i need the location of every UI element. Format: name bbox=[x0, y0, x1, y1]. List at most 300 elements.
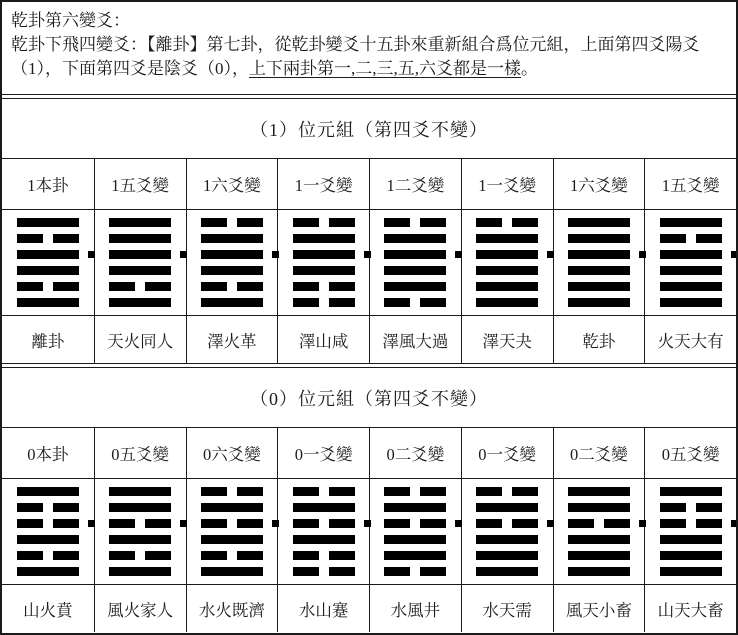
variation-label-row bbox=[2, 428, 736, 479]
line4-marker-dot bbox=[639, 251, 646, 258]
yang-line bbox=[476, 535, 538, 544]
yang-line bbox=[293, 503, 355, 512]
yang-line bbox=[384, 551, 446, 560]
line4-marker-dot bbox=[272, 520, 279, 527]
yang-line bbox=[109, 250, 171, 259]
yin-line bbox=[293, 519, 355, 528]
yang-bar bbox=[109, 298, 171, 307]
variation-label-cell bbox=[94, 159, 186, 209]
yin-line bbox=[109, 519, 171, 528]
yang-bar bbox=[568, 250, 630, 259]
yang-line bbox=[568, 282, 630, 291]
hexagram-cell bbox=[277, 479, 369, 584]
hexagram-name: 澤天夬 bbox=[482, 331, 532, 351]
yin-line bbox=[384, 218, 446, 227]
yang-bar bbox=[293, 250, 355, 259]
yang-bar bbox=[384, 266, 446, 275]
yang-bar bbox=[109, 567, 171, 576]
yin-bar bbox=[201, 519, 263, 528]
yin-bar bbox=[201, 282, 263, 291]
hexagram-figure bbox=[568, 218, 630, 307]
yang-line bbox=[293, 266, 355, 275]
yin-line bbox=[201, 282, 263, 291]
yang-bar bbox=[201, 503, 263, 512]
yang-line bbox=[568, 567, 630, 576]
yang-line bbox=[476, 266, 538, 275]
line4-marker-dot bbox=[180, 520, 187, 527]
yang-bar bbox=[201, 266, 263, 275]
yang-bar bbox=[293, 234, 355, 243]
yang-line bbox=[17, 567, 79, 576]
yang-line bbox=[384, 250, 446, 259]
variation-label-cell bbox=[644, 159, 736, 209]
line4-marker-dot bbox=[88, 520, 95, 527]
yin-line bbox=[109, 551, 171, 560]
yin-line bbox=[17, 519, 79, 528]
hexagram-row bbox=[2, 479, 736, 585]
line4-marker-dot bbox=[547, 251, 554, 258]
yang-bar bbox=[293, 535, 355, 544]
yang-line bbox=[109, 218, 171, 227]
yang-bar bbox=[660, 250, 722, 259]
yin-line bbox=[476, 487, 538, 496]
yang-bar bbox=[476, 551, 538, 560]
hexagram-name-cell bbox=[277, 585, 369, 632]
intro-body bbox=[11, 33, 727, 81]
hexagram-cell bbox=[94, 210, 186, 315]
yin-bar bbox=[293, 298, 355, 307]
yin-line bbox=[384, 487, 446, 496]
yin-bar bbox=[293, 282, 355, 291]
yang-line bbox=[660, 266, 722, 275]
yang-line bbox=[568, 234, 630, 243]
yang-line bbox=[476, 282, 538, 291]
yin-bar bbox=[17, 282, 79, 291]
hexagram-name: 山火賁 bbox=[23, 600, 73, 620]
yang-bar bbox=[660, 298, 722, 307]
yang-bar bbox=[384, 282, 446, 291]
yin-bar bbox=[568, 519, 630, 528]
hexagram-cell bbox=[94, 479, 186, 584]
bit-group-sections bbox=[2, 98, 736, 632]
yang-line bbox=[568, 266, 630, 275]
hexagram-name: 天火同人 bbox=[107, 331, 174, 351]
variation-label-cell bbox=[553, 428, 645, 478]
variation-label-row bbox=[2, 159, 736, 210]
intro-paragraph bbox=[2, 2, 736, 95]
yang-line bbox=[109, 503, 171, 512]
hexagram-cell bbox=[369, 479, 461, 584]
yang-bar bbox=[109, 218, 171, 227]
variation-label: 0一爻變 bbox=[478, 445, 536, 464]
line4-marker-dot bbox=[731, 251, 738, 258]
variation-label: 0五爻變 bbox=[111, 445, 169, 464]
line4-marker-dot bbox=[455, 251, 462, 258]
yang-line bbox=[568, 218, 630, 227]
yin-bar bbox=[660, 503, 722, 512]
hexagram-name-cell bbox=[2, 316, 94, 363]
yang-bar bbox=[660, 551, 722, 560]
hexagram-name-cell bbox=[186, 585, 278, 632]
yin-bar bbox=[17, 503, 79, 512]
yang-line bbox=[568, 535, 630, 544]
hexagram-cell bbox=[186, 210, 278, 315]
yang-line bbox=[568, 487, 630, 496]
hexagram-figure bbox=[201, 218, 263, 307]
variation-label: 1五爻變 bbox=[111, 176, 169, 195]
intro-body-text: 乾卦下飛四變爻：【離卦】第七卦，從乾卦變爻十五卦來重新組合爲位元組，上面第四爻陽爻（1），下面第四爻是陰爻（0）， bbox=[11, 35, 700, 78]
variation-label-cell bbox=[2, 159, 94, 209]
yang-bar bbox=[17, 218, 79, 227]
yin-line bbox=[384, 567, 446, 576]
yin-line bbox=[660, 503, 722, 512]
yin-bar bbox=[109, 282, 171, 291]
yin-bar bbox=[384, 298, 446, 307]
yang-line bbox=[109, 487, 171, 496]
hexagram-cell bbox=[369, 210, 461, 315]
yin-line bbox=[17, 503, 79, 512]
yang-line bbox=[660, 298, 722, 307]
yang-line bbox=[17, 487, 79, 496]
yang-line bbox=[17, 298, 79, 307]
yin-line bbox=[384, 298, 446, 307]
yang-line bbox=[109, 535, 171, 544]
yang-line bbox=[201, 503, 263, 512]
yang-bar bbox=[568, 503, 630, 512]
yang-line bbox=[201, 535, 263, 544]
variation-label: 1五爻變 bbox=[661, 176, 720, 195]
variation-label: 1二爻變 bbox=[386, 176, 445, 195]
yin-line bbox=[384, 519, 446, 528]
yang-line bbox=[568, 250, 630, 259]
variation-label-cell bbox=[94, 428, 186, 478]
yin-bar bbox=[384, 218, 446, 227]
yang-line bbox=[476, 298, 538, 307]
yang-line bbox=[476, 567, 538, 576]
yang-bar bbox=[476, 567, 538, 576]
yin-bar bbox=[109, 551, 171, 560]
section-header-row bbox=[2, 99, 736, 159]
hexagram-name-cell bbox=[461, 316, 553, 363]
yang-bar bbox=[17, 487, 79, 496]
line4-marker-dot bbox=[272, 251, 279, 258]
yin-bar bbox=[17, 234, 79, 243]
hexagram-cell bbox=[553, 210, 645, 315]
yang-bar bbox=[568, 266, 630, 275]
yang-bar bbox=[568, 567, 630, 576]
yang-bar bbox=[476, 250, 538, 259]
variation-label-cell bbox=[186, 428, 278, 478]
yang-line bbox=[660, 567, 722, 576]
yang-bar bbox=[568, 535, 630, 544]
yin-line bbox=[17, 282, 79, 291]
yang-line bbox=[568, 551, 630, 560]
yang-line bbox=[384, 503, 446, 512]
hexagram-figure bbox=[17, 218, 79, 307]
intro-title: 乾卦第六變爻： bbox=[11, 11, 130, 30]
hexagram-cell bbox=[186, 479, 278, 584]
yin-line bbox=[660, 234, 722, 243]
hexagram-figure bbox=[568, 487, 630, 576]
hexagram-cell bbox=[2, 210, 94, 315]
hexagram-figure bbox=[109, 487, 171, 576]
variation-label-cell bbox=[461, 159, 553, 209]
hexagram-cell bbox=[644, 210, 736, 315]
yang-bar bbox=[660, 487, 722, 496]
yin-bar bbox=[384, 567, 446, 576]
yang-line bbox=[17, 535, 79, 544]
yin-bar bbox=[476, 218, 538, 227]
yin-bar bbox=[293, 519, 355, 528]
yang-bar bbox=[568, 551, 630, 560]
yin-line bbox=[201, 218, 263, 227]
yang-bar bbox=[17, 250, 79, 259]
yang-bar bbox=[17, 266, 79, 275]
hexagram-name-cell bbox=[369, 585, 461, 632]
yin-bar bbox=[293, 551, 355, 560]
hexagram-figure bbox=[109, 218, 171, 307]
yang-bar bbox=[201, 567, 263, 576]
yin-bar bbox=[293, 567, 355, 576]
hexagram-name-cell bbox=[553, 316, 645, 363]
hexagram-name: 離卦 bbox=[31, 331, 65, 351]
hexagram-name-cell bbox=[644, 585, 736, 632]
hexagram-name: 澤火革 bbox=[207, 331, 257, 351]
yang-line bbox=[476, 503, 538, 512]
yang-bar bbox=[17, 535, 79, 544]
yin-line bbox=[293, 567, 355, 576]
yang-line bbox=[109, 234, 171, 243]
yang-line bbox=[660, 535, 722, 544]
variation-label-cell bbox=[369, 159, 461, 209]
yang-bar bbox=[201, 234, 263, 243]
yang-line bbox=[201, 266, 263, 275]
hexagram-figure bbox=[660, 218, 722, 307]
yang-line bbox=[17, 218, 79, 227]
hexagram-name: 水風井 bbox=[390, 600, 441, 620]
yang-bar bbox=[384, 551, 446, 560]
hexagram-name-cell bbox=[277, 316, 369, 363]
yang-bar bbox=[109, 487, 171, 496]
yang-bar bbox=[109, 250, 171, 259]
line4-marker-dot bbox=[88, 251, 95, 258]
yin-bar bbox=[109, 519, 171, 528]
yang-bar bbox=[293, 503, 355, 512]
variation-label-cell bbox=[369, 428, 461, 478]
bit-group-section bbox=[2, 98, 736, 364]
hexagram-cell bbox=[461, 479, 553, 584]
yang-bar bbox=[17, 298, 79, 307]
hexagram-figure bbox=[476, 218, 538, 307]
yang-bar bbox=[660, 218, 722, 227]
yang-bar bbox=[109, 234, 171, 243]
yang-bar bbox=[384, 535, 446, 544]
intro-body-underlined-text: 上下兩卦第一,二,三,五,六爻都是一樣 bbox=[249, 59, 521, 78]
hexagram-figure bbox=[384, 218, 446, 307]
hexagram-name: 水天需 bbox=[482, 600, 532, 620]
yang-line bbox=[384, 234, 446, 243]
variation-label-cell bbox=[2, 428, 94, 478]
variation-label: 1六爻變 bbox=[570, 176, 628, 195]
yin-bar bbox=[201, 551, 263, 560]
hexagram-name: 風火家人 bbox=[107, 600, 174, 620]
variation-label: 0二爻變 bbox=[386, 445, 445, 464]
hexagram-name: 山天大畜 bbox=[657, 600, 724, 620]
yang-line bbox=[568, 503, 630, 512]
variation-label: 0一爻變 bbox=[294, 445, 353, 464]
yin-bar bbox=[17, 551, 79, 560]
yang-bar bbox=[660, 282, 722, 291]
yang-bar bbox=[476, 282, 538, 291]
yin-line bbox=[201, 551, 263, 560]
yin-bar bbox=[201, 487, 263, 496]
hexagram-cell bbox=[277, 210, 369, 315]
yang-line bbox=[568, 298, 630, 307]
yin-line bbox=[201, 519, 263, 528]
yang-line bbox=[476, 234, 538, 243]
yang-line bbox=[384, 282, 446, 291]
line4-marker-dot bbox=[547, 520, 554, 527]
variation-label: 1一爻變 bbox=[294, 176, 353, 195]
yang-bar bbox=[17, 567, 79, 576]
yang-bar bbox=[201, 298, 263, 307]
bit-group-section bbox=[2, 367, 736, 632]
variation-label-cell bbox=[553, 159, 645, 209]
yang-line bbox=[201, 234, 263, 243]
yang-bar bbox=[201, 250, 263, 259]
hexagram-cell bbox=[461, 210, 553, 315]
hexagram-figure bbox=[293, 218, 355, 307]
yang-bar bbox=[568, 298, 630, 307]
hexagram-figure bbox=[201, 487, 263, 576]
yang-line bbox=[109, 567, 171, 576]
yang-bar bbox=[476, 535, 538, 544]
variation-label-cell bbox=[644, 428, 736, 478]
yang-line bbox=[660, 551, 722, 560]
yang-line bbox=[109, 266, 171, 275]
yang-bar bbox=[109, 535, 171, 544]
hexagram-name-cell bbox=[94, 585, 186, 632]
hexagram-name-cell bbox=[553, 585, 645, 632]
yang-bar bbox=[476, 234, 538, 243]
hexagram-figure bbox=[17, 487, 79, 576]
yin-bar bbox=[384, 519, 446, 528]
hexagram-name-cell bbox=[369, 316, 461, 363]
section-header: （0）位元組（第四爻不變） bbox=[250, 388, 488, 409]
yin-line bbox=[201, 487, 263, 496]
hexagram-name-cell bbox=[644, 316, 736, 363]
yang-bar bbox=[384, 503, 446, 512]
line4-marker-dot bbox=[180, 251, 187, 258]
yang-bar bbox=[384, 250, 446, 259]
hexagram-name-cell bbox=[461, 585, 553, 632]
yang-line bbox=[384, 266, 446, 275]
yin-bar bbox=[660, 519, 722, 528]
yang-bar bbox=[476, 266, 538, 275]
yin-line bbox=[293, 487, 355, 496]
intro-body-period: 。 bbox=[521, 59, 538, 78]
yang-line bbox=[660, 218, 722, 227]
line4-marker-dot bbox=[639, 520, 646, 527]
yang-bar bbox=[568, 282, 630, 291]
section-header-row bbox=[2, 368, 736, 428]
hexagram-name-cell bbox=[94, 316, 186, 363]
variation-label: 0五爻變 bbox=[661, 445, 720, 464]
variation-label-cell bbox=[277, 428, 369, 478]
yin-line bbox=[17, 551, 79, 560]
yang-bar bbox=[293, 266, 355, 275]
yin-bar bbox=[384, 487, 446, 496]
hexagram-name: 風天小畜 bbox=[565, 600, 632, 620]
line4-marker-dot bbox=[364, 520, 371, 527]
yang-line bbox=[201, 250, 263, 259]
hexagram-cell bbox=[2, 479, 94, 584]
yang-line bbox=[660, 250, 722, 259]
hexagram-cell bbox=[553, 479, 645, 584]
line4-marker-dot bbox=[455, 520, 462, 527]
section-header: （1）位元組（第四爻不變） bbox=[250, 119, 488, 140]
line4-marker-dot bbox=[364, 251, 371, 258]
variation-label: 0本卦 bbox=[27, 445, 69, 464]
yang-bar bbox=[568, 234, 630, 243]
hexagram-name-row bbox=[2, 585, 736, 632]
yang-bar bbox=[568, 218, 630, 227]
yang-line bbox=[476, 551, 538, 560]
yang-bar bbox=[476, 503, 538, 512]
variation-label: 0二爻變 bbox=[570, 445, 628, 464]
yang-line bbox=[293, 535, 355, 544]
hexagram-name: 澤風大過 bbox=[382, 331, 449, 351]
yang-line bbox=[660, 487, 722, 496]
hexagram-name: 水火既濟 bbox=[198, 600, 265, 620]
variation-label-cell bbox=[186, 159, 278, 209]
variation-label: 1本卦 bbox=[27, 176, 69, 195]
variation-label-cell bbox=[461, 428, 553, 478]
hexagram-figure bbox=[660, 487, 722, 576]
yang-line bbox=[17, 266, 79, 275]
yang-line bbox=[201, 298, 263, 307]
yin-line bbox=[293, 551, 355, 560]
yang-line bbox=[660, 282, 722, 291]
variation-label: 0六爻變 bbox=[203, 445, 261, 464]
hexagram-figure bbox=[293, 487, 355, 576]
yang-line bbox=[17, 250, 79, 259]
yin-bar bbox=[293, 487, 355, 496]
hexagram-row bbox=[2, 210, 736, 316]
yang-line bbox=[384, 535, 446, 544]
yin-bar bbox=[17, 519, 79, 528]
yin-bar bbox=[201, 218, 263, 227]
hexagram-figure bbox=[384, 487, 446, 576]
hexagram-figure bbox=[476, 487, 538, 576]
yin-bar bbox=[660, 234, 722, 243]
variation-label: 1六爻變 bbox=[203, 176, 261, 195]
hexagram-name: 乾卦 bbox=[582, 331, 616, 351]
yang-bar bbox=[476, 298, 538, 307]
hexagram-name: 火天大有 bbox=[657, 331, 724, 351]
yang-line bbox=[293, 234, 355, 243]
variation-label: 1一爻變 bbox=[478, 176, 536, 195]
yin-line bbox=[660, 519, 722, 528]
yin-bar bbox=[293, 218, 355, 227]
yang-bar bbox=[660, 266, 722, 275]
yin-line bbox=[568, 519, 630, 528]
hexagram-name-cell bbox=[186, 316, 278, 363]
yin-line bbox=[17, 234, 79, 243]
yin-line bbox=[476, 218, 538, 227]
yang-line bbox=[476, 250, 538, 259]
yin-line bbox=[109, 282, 171, 291]
